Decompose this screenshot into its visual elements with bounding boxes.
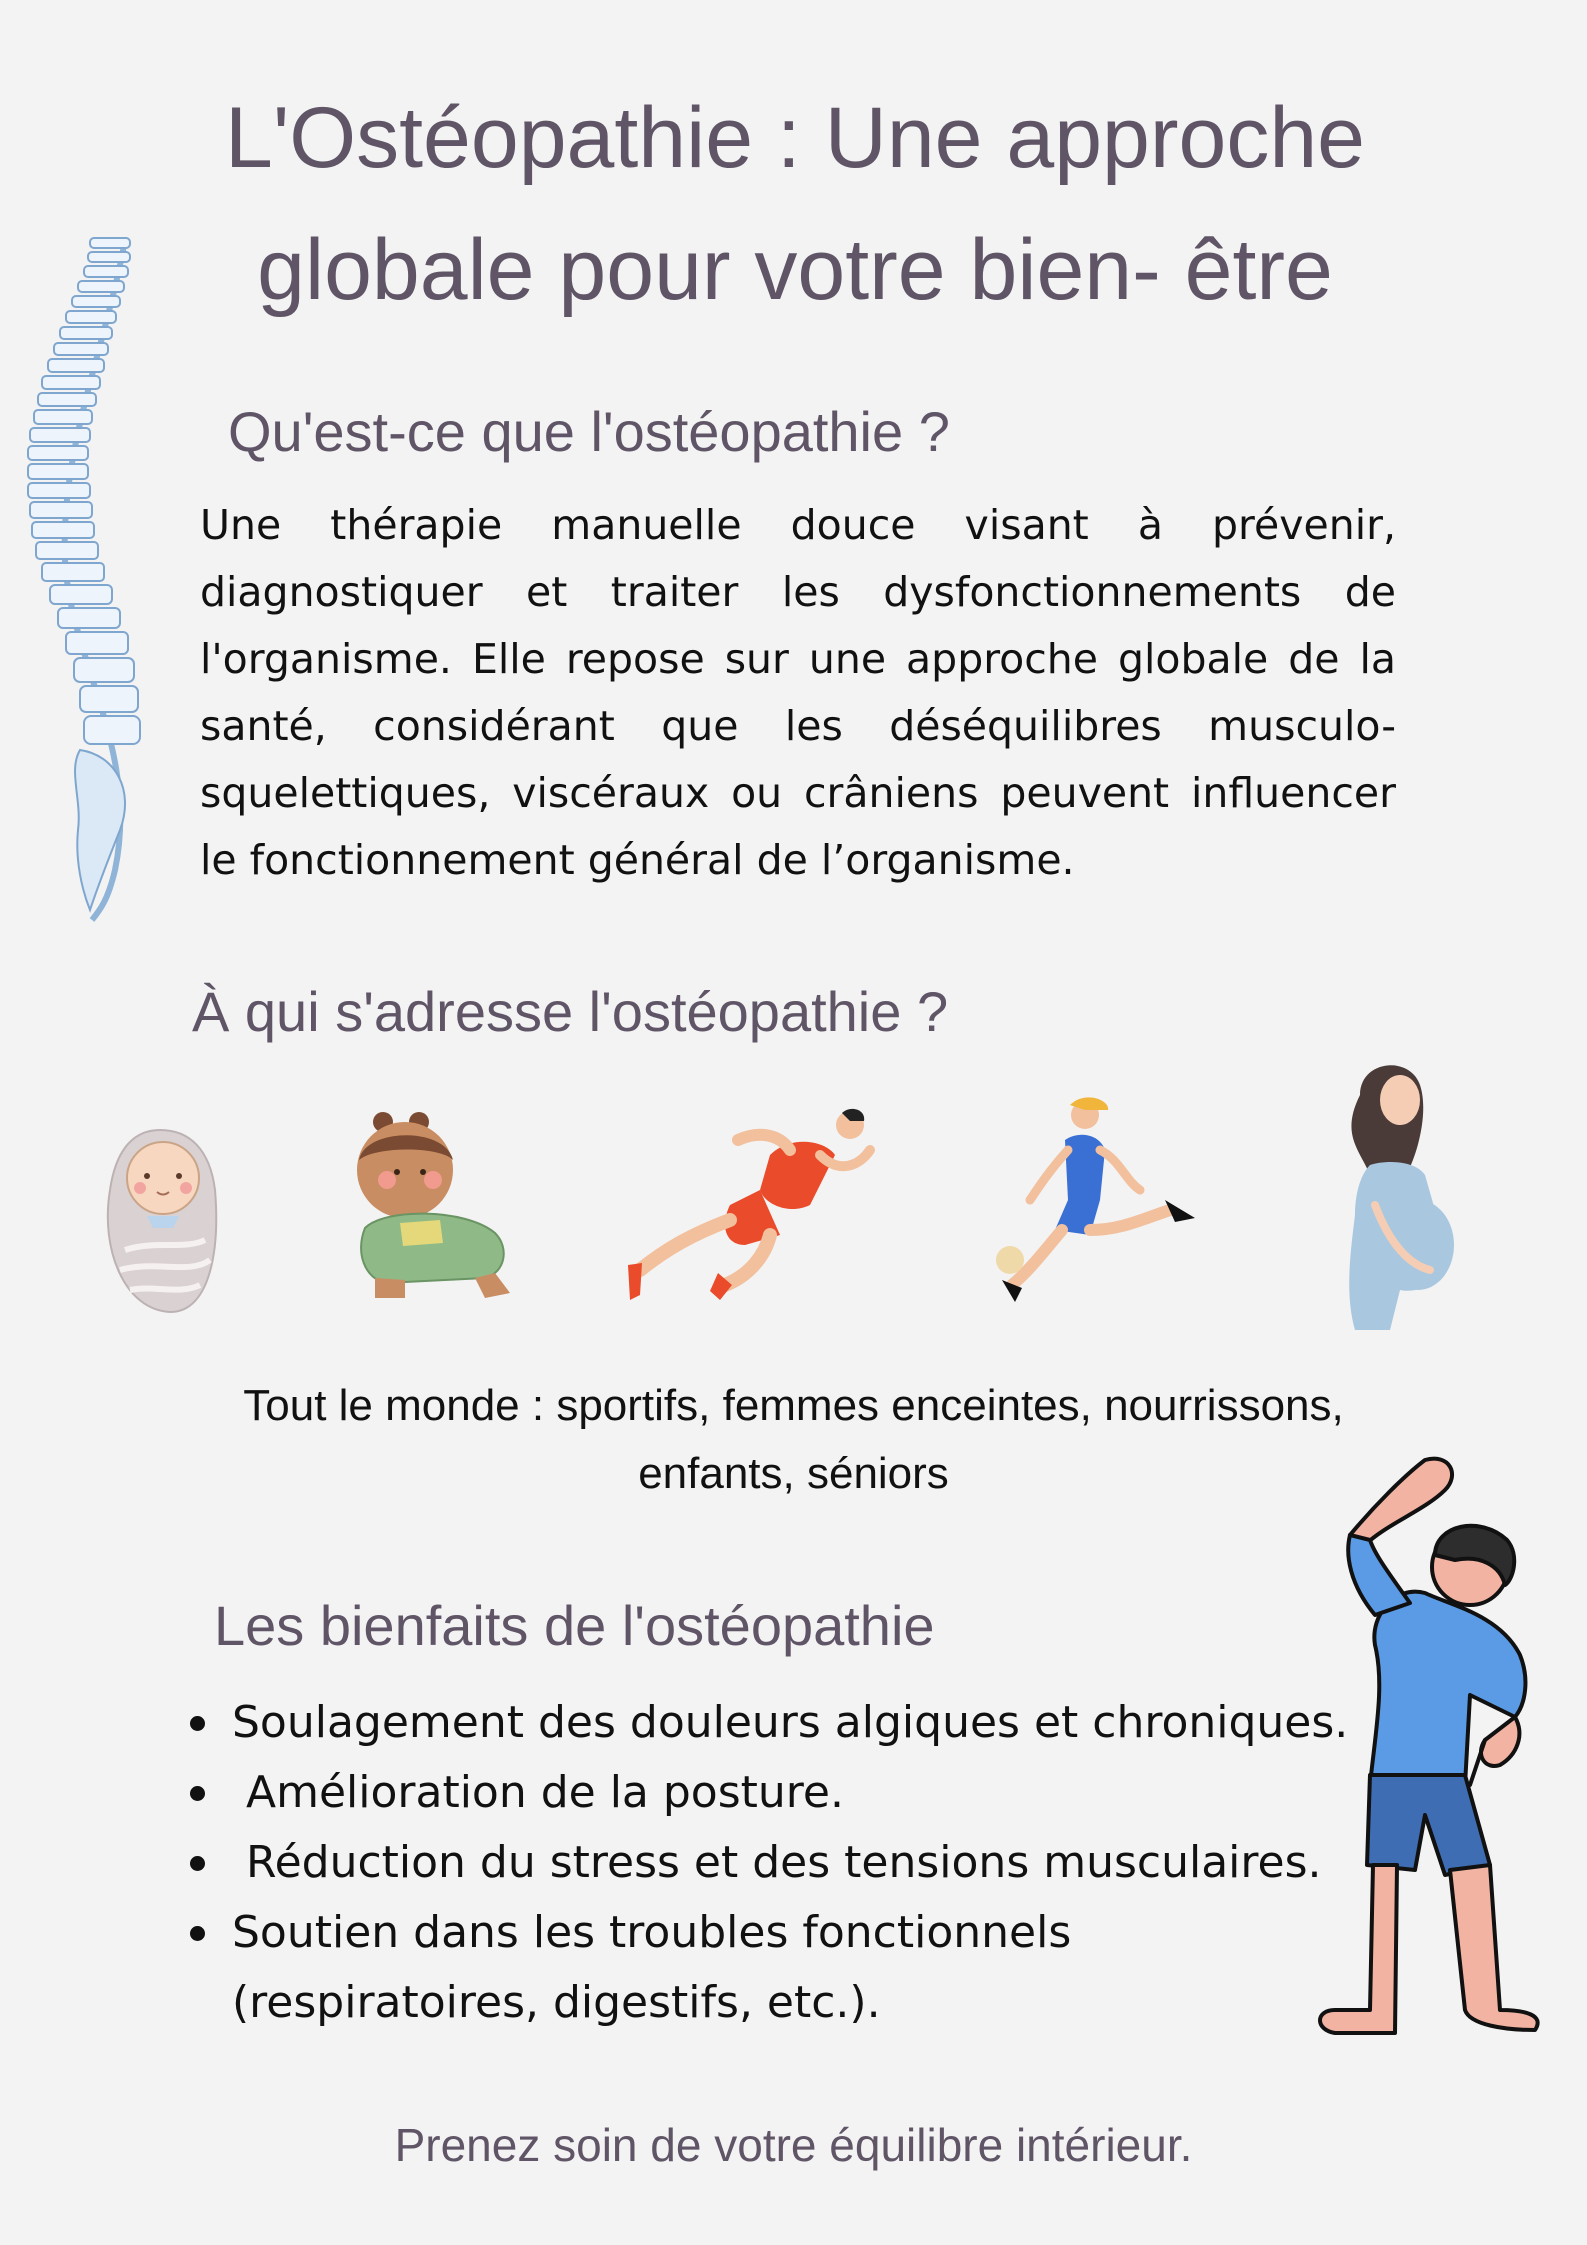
section-what-text: Une thérapie manuelle douce visant à prévenir, diagnostiquer et traiter les dysfonctionnements de l'organisme. Elle repose sur une approche globale de la santé, considérant que les déséquilibres musculo-squelettiques, viscéraux ou crâniens peuvent influencer le fonctionnement général de l’organisme. [200,501,1396,884]
benefit-item: Réduction du stress et des tensions musculaires. [186,1828,1446,1898]
pregnant-woman-illustration [1330,1055,1455,1335]
benefit-item: Soutien dans les troubles fonctionnels (respiratoires, digestifs, etc.). [186,1898,1132,2038]
section-benefits-heading: Les bienfaits de l'ostéopathie [214,1594,935,1657]
spine-illustration [20,230,150,920]
benefit-item: Soulagement des douleurs algiques et chroniques. [186,1688,1446,1758]
footer-tagline: Prenez soin de votre équilibre intérieur. [394,2119,1193,2171]
audience-line-2: enfants, séniors [638,1449,949,1498]
stretching-man-illustration [1275,1455,1545,2045]
crawling-baby-illustration [345,1108,520,1303]
page-title [120,72,1470,336]
title-line-2: globale pour votre bien- être [257,222,1333,318]
title-line-1: L'Ostéopathie : Une approche [225,90,1365,186]
benefits-list [186,1688,1446,2038]
bullet-icon [190,1856,205,1871]
soccer-player-illustration [990,1090,1205,1305]
newborn-illustration [95,1100,225,1315]
bullet-icon [190,1926,205,1941]
section-who-heading: À qui s'adresse l'ostéopathie ? [192,980,949,1043]
section-what-heading: Qu'est-ce que l'ostéopathie ? [228,400,950,463]
audience-line-1: Tout le monde : sportifs, femmes enceintes, nourrissons, [243,1381,1344,1430]
bullet-icon [190,1716,205,1731]
audience-text [140,1372,1447,1508]
runner-illustration [620,1095,890,1310]
bullet-icon [190,1786,205,1801]
benefit-item: Amélioration de la posture. [186,1758,1446,1828]
